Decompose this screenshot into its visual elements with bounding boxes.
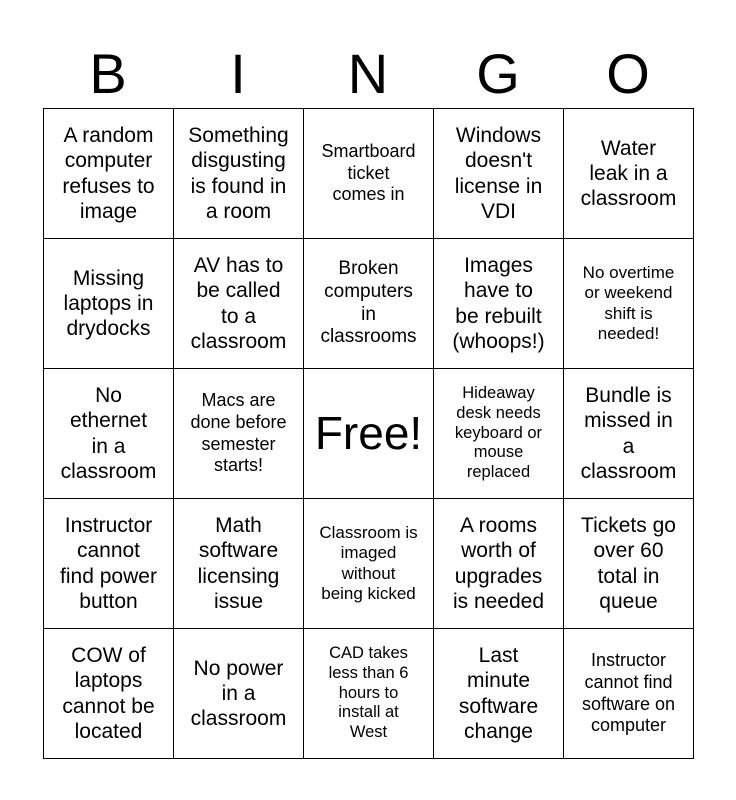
free-cell[interactable]: Free! [304, 369, 434, 499]
board-row [44, 629, 694, 759]
bingo-cell[interactable]: Macs are done before semester starts! [174, 369, 304, 499]
bingo-cell[interactable]: Math software licensing issue [174, 499, 304, 629]
board-row [44, 109, 694, 239]
bingo-cell[interactable]: Windows doesn't license in VDI [434, 109, 564, 239]
bingo-cell[interactable]: Water leak in a classroom [564, 109, 694, 239]
bingo-cell[interactable]: CAD takes less than 6 hours to install at West [304, 629, 434, 759]
bingo-cell[interactable]: COW of laptops cannot be located [44, 629, 174, 759]
title-letter-n: N [347, 42, 389, 105]
bingo-cell[interactable]: No power in a classroom [174, 629, 304, 759]
title-letter-o: O [606, 42, 650, 105]
board-row [44, 369, 694, 499]
board-row [44, 499, 694, 629]
bingo-cell[interactable]: No overtime or weekend shift is needed! [564, 239, 694, 369]
bingo-cell[interactable]: Missing laptops in drydocks [44, 239, 174, 369]
bingo-board [43, 108, 694, 759]
bingo-cell[interactable]: Instructor cannot find power button [44, 499, 174, 629]
bingo-cell[interactable]: No ethernet in a classroom [44, 369, 174, 499]
bingo-cell[interactable]: A random computer refuses to image [44, 109, 174, 239]
bingo-cell[interactable]: A rooms worth of upgrades is needed [434, 499, 564, 629]
bingo-cell[interactable]: Bundle is missed in a classroom [564, 369, 694, 499]
bingo-cell[interactable]: Smartboard ticket comes in [304, 109, 434, 239]
title-letter-b: B [89, 42, 127, 105]
bingo-cell[interactable]: Broken computers in classrooms [304, 239, 434, 369]
bingo-title [43, 40, 693, 108]
bingo-cell[interactable]: Tickets go over 60 total in queue [564, 499, 694, 629]
bingo-cell[interactable]: Instructor cannot find software on computer [564, 629, 694, 759]
bingo-cell[interactable]: Hideaway desk needs keyboard or mouse replaced [434, 369, 564, 499]
title-letter-i: I [230, 42, 246, 105]
bingo-cell[interactable]: Last minute software change [434, 629, 564, 759]
bingo-cell[interactable]: AV has to be called to a classroom [174, 239, 304, 369]
bingo-cell[interactable]: Something disgusting is found in a room [174, 109, 304, 239]
bingo-cell[interactable]: Images have to be rebuilt (whoops!) [434, 239, 564, 369]
bingo-cell[interactable]: Classroom is imaged without being kicked [304, 499, 434, 629]
board-row [44, 239, 694, 369]
title-letter-g: G [476, 42, 520, 105]
